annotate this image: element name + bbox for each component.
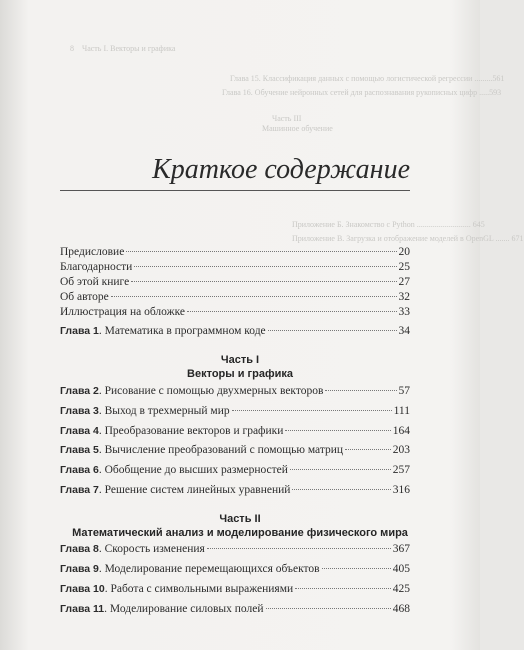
chapter-separator: . [104,603,110,615]
toc-page-number: 57 [398,385,410,397]
chapter-number: Глава 8 [60,543,99,555]
chapter-title: Моделирование перемещающихся объектов [104,563,320,575]
dot-leader [290,469,391,470]
toc-page-number: 25 [398,261,410,273]
chapter-number: Глава 7 [60,484,99,496]
chapter-separator: . [98,385,105,397]
toc-entry-label: Об этой книге [60,276,130,288]
toc-entry-chapter-11 [60,603,410,618]
toc-entry-chapter-9 [60,563,410,578]
chapter-separator: . [98,405,105,417]
toc-page-number: 27 [398,276,410,288]
toc-page-number: 164 [392,425,410,437]
chapter-separator: . [98,325,105,337]
chapter-number: Глава 2 [60,385,99,397]
toc-entry-preface [60,246,410,261]
toc-entry-chapter-2 [60,385,410,400]
toc-entry-chapter-7 [60,484,410,499]
toc-entry-chapter-10 [60,583,410,598]
chapter-separator: . [98,543,105,555]
dot-leader [285,430,390,431]
chapter-number: Глава 4 [60,425,99,437]
show-through-text: Приложение В. Загрузка и отображение моделей в OpenGL ....... 671 [292,234,524,243]
chapter-title: Моделирование силовых полей [109,603,264,615]
dot-leader [292,489,390,490]
show-through-text: Приложение Б. Знакомство с Python ........................... 645 [292,220,485,229]
chapter-title: Решение систем линейных уравнений [104,484,291,496]
show-through-text: Часть III [272,114,302,123]
toc-entry-chapter-1 [60,325,410,340]
show-through-text: Глава 15. Классификация данных с помощью логистической регрессии .........561 [230,74,505,83]
chapter-number: Глава 11 [60,603,105,615]
title-rule [60,190,410,191]
toc-page-number: 34 [398,325,410,337]
toc-entry-label: Предисловие [60,246,125,258]
dot-leader [322,568,391,569]
dot-leader [111,296,397,297]
chapter-number: Глава 3 [60,405,99,417]
chapter-title: Вычисление преобразований с помощью матриц [104,444,344,456]
dot-leader [131,281,396,282]
chapter-number: Глава 9 [60,563,99,575]
toc-page-number: 257 [392,464,410,476]
dot-leader [187,311,397,312]
toc-entry-label [60,325,266,337]
chapter-number: Глава 10 [60,583,105,595]
toc-entry-chapter-3 [60,405,410,420]
chapter-title: Рисование с помощью двухмерных векторов [104,385,324,397]
chapter-separator: . [98,563,105,575]
chapter-title: Преобразование векторов и графики [104,425,284,437]
chapter-separator: . [98,425,105,437]
toc-page-number: 367 [392,543,410,555]
toc-entry-label: Иллюстрация на обложке [60,306,185,318]
toc-entry-chapter-5 [60,444,410,459]
show-through-text: Глава 16. Обучение нейронных сетей для распознавания рукописных цифр .....593 [222,88,502,97]
toc-entry-label [60,444,343,456]
toc-entry-label [60,464,288,476]
toc-entry-about-author [60,291,410,306]
dot-leader [126,251,396,252]
toc-entry-label [60,543,205,555]
toc-page-number: 468 [392,603,410,615]
part-2-label: Часть II [219,513,261,525]
dot-leader [232,410,392,411]
toc-entry-label [60,405,230,417]
show-through-text: Машинное обучение [262,124,333,133]
toc-entry-label [60,603,264,615]
chapter-title: Выход в трехмерный мир [104,405,230,417]
show-through-text: 8 Часть I. Векторы и графика [70,44,176,53]
toc-page-number: 111 [393,405,410,417]
chapter-title: Скорость изменения [104,543,205,555]
chapter-separator: . [98,444,105,456]
toc-entry-cover-illustration [60,306,410,321]
toc-entry-label [60,484,290,496]
toc-page-number: 425 [392,583,410,595]
chapter-separator: . [98,484,105,496]
toc-page-number: 33 [398,306,410,318]
toc-page-number: 32 [398,291,410,303]
chapter-title: Обобщение до высших размерностей [104,464,288,476]
toc-entry-chapter-8 [60,543,410,558]
dot-leader [266,608,391,609]
toc-page-number: 20 [398,246,410,258]
chapter-number: Глава 6 [60,464,99,476]
page-title: Краткое содержание [152,154,410,185]
toc-page-number: 405 [392,563,410,575]
part-1-title: Векторы и графика [187,368,293,380]
dot-leader [268,330,397,331]
toc-page-number: 316 [392,484,410,496]
toc-page-number: 203 [392,444,410,456]
toc-entry-chapter-6 [60,464,410,479]
toc-entry-about-book [60,276,410,291]
dot-leader [295,588,391,589]
toc-entry-label [60,563,320,575]
dot-leader [134,266,396,267]
toc-entry-label [60,583,293,595]
toc-entry-label: Благодарности [60,261,133,273]
chapter-title: Математика в программном коде [104,325,266,337]
toc-entry-label [60,385,323,397]
toc-entry-acknowledgments [60,261,410,276]
chapter-title: Работа с символьными выражениями [110,583,294,595]
dot-leader [345,449,391,450]
chapter-number: Глава 1 [60,325,99,337]
chapter-separator: . [104,583,111,595]
toc-entry-label: Об авторе [60,291,109,303]
toc-entry-label [60,425,283,437]
chapter-number: Глава 5 [60,444,99,456]
toc-entry-chapter-4 [60,425,410,440]
chapter-separator: . [98,464,105,476]
dot-leader [207,548,391,549]
part-2-title: Математический анализ и моделирование физического мира [72,527,408,539]
dot-leader [325,390,396,391]
part-1-label: Часть I [220,354,260,366]
